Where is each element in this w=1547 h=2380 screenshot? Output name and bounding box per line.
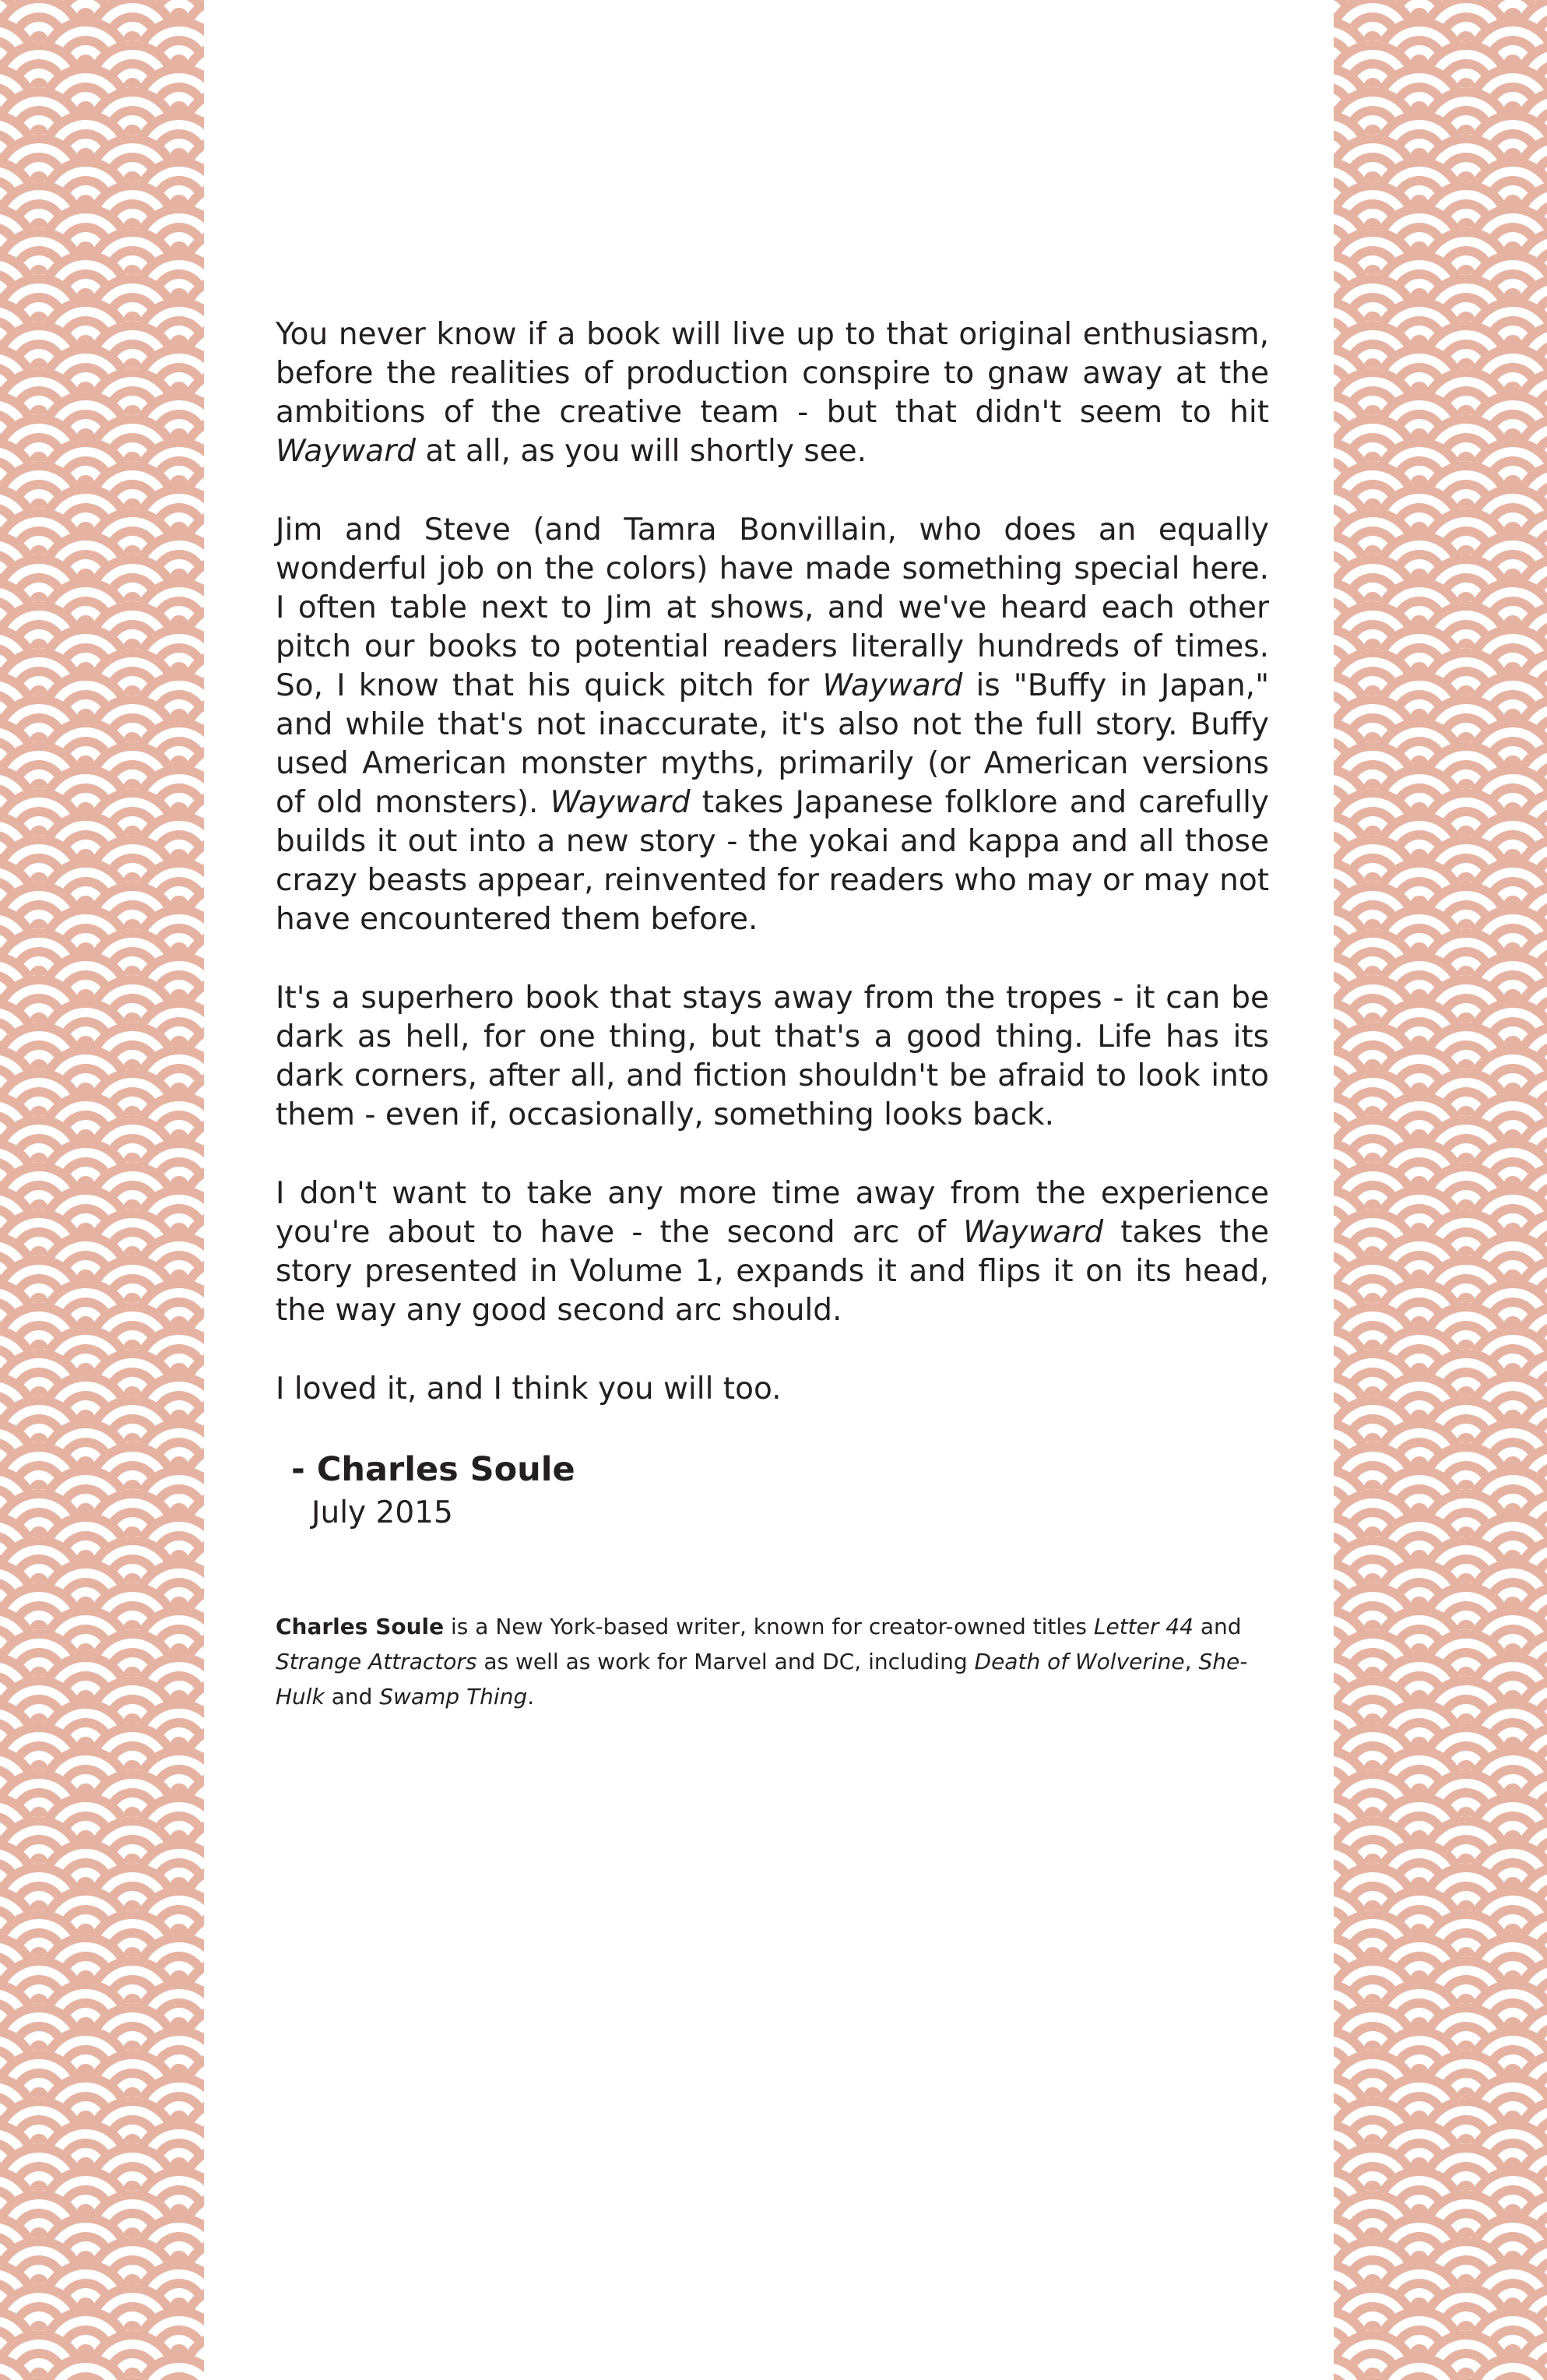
text-run: I don't want to take any more time away from the experience you're about to have - the second arc of	[276, 1176, 1269, 1250]
text-run: is a New York-based writer, known for creator-owned titles	[444, 1614, 1094, 1639]
signature-date: July 2015	[311, 1495, 453, 1530]
text-run: takes Japanese folklore and carefully builds it out into a new story - the yokai and kappa and all those crazy beasts appear, reinvented for readers who may or may not have encountered them before.	[276, 785, 1270, 937]
italic-run: Wayward	[276, 434, 416, 469]
italic-run: Wayward	[550, 785, 691, 820]
text-run: is "Buffy in Japan," and while that's not inaccurate, it's also not the full story. Buffy used American monster myths, primarily (or American versions of old monsters).	[276, 668, 1270, 820]
signature-name: - Charles Soule	[291, 1450, 575, 1489]
bold-run: Charles Soule	[276, 1614, 445, 1639]
text-run: and	[324, 1684, 380, 1709]
text-run: I loved it, and I think you will too.	[276, 1371, 782, 1407]
italic-run: Letter 44	[1093, 1614, 1194, 1639]
italic-run: Swamp Thing	[379, 1684, 528, 1709]
text-run: takes the story presented in Volume 1, expands it and flips it on its head, the way any good second arc should.	[276, 1215, 1269, 1328]
paragraph	[276, 1174, 1269, 1330]
text-run: and	[1193, 1614, 1242, 1639]
italic-run: Wayward	[963, 1215, 1104, 1250]
italic-run: Wayward	[822, 668, 963, 703]
wave-pattern-left	[0, 0, 204, 2380]
text-run: It's a superhero book that stays away from the tropes - it can be dark as hell, for one thing, but that's a good thing. Life has its dark corners, after all, and fiction shouldn't be afraid to look into them - even if, occasionally, something looks back.	[276, 981, 1269, 1132]
author-bio	[276, 1609, 1269, 1714]
text-run: as well as work for Marvel and DC, including	[476, 1649, 975, 1674]
paragraph	[276, 979, 1269, 1135]
italic-run: Death of Wolverine	[974, 1649, 1185, 1674]
text-run: Jim and Steve (and Tamra Bonvillain, who does an equally wonderful job on the colors) have made something special here. I often table next to Jim at shows, and we've heard each other pitch our books to potential readers literally hundreds of times. So, I know that his quick pitch for	[276, 512, 1269, 703]
wave-pattern-right	[1334, 0, 1547, 2380]
paragraph	[276, 1370, 1269, 1409]
text-run: ,	[1184, 1649, 1199, 1674]
text-run: .	[527, 1684, 535, 1709]
paragraph	[276, 315, 1269, 471]
paragraph	[276, 511, 1269, 939]
article-body	[276, 315, 1269, 1714]
italic-run: Strange Attractors	[276, 1649, 477, 1674]
seigaiha-border-left	[0, 0, 204, 2380]
text-run: You never know if a book will live up to that original enthusiasm, before the realities of production conspire to gnaw away at the ambitions of the creative team - but that didn't seem to hit	[276, 317, 1269, 430]
text-run: at all, as you will shortly see.	[416, 434, 867, 469]
italic-run: She-Hulk	[276, 1649, 1248, 1709]
seigaiha-border-right	[1334, 0, 1547, 2380]
